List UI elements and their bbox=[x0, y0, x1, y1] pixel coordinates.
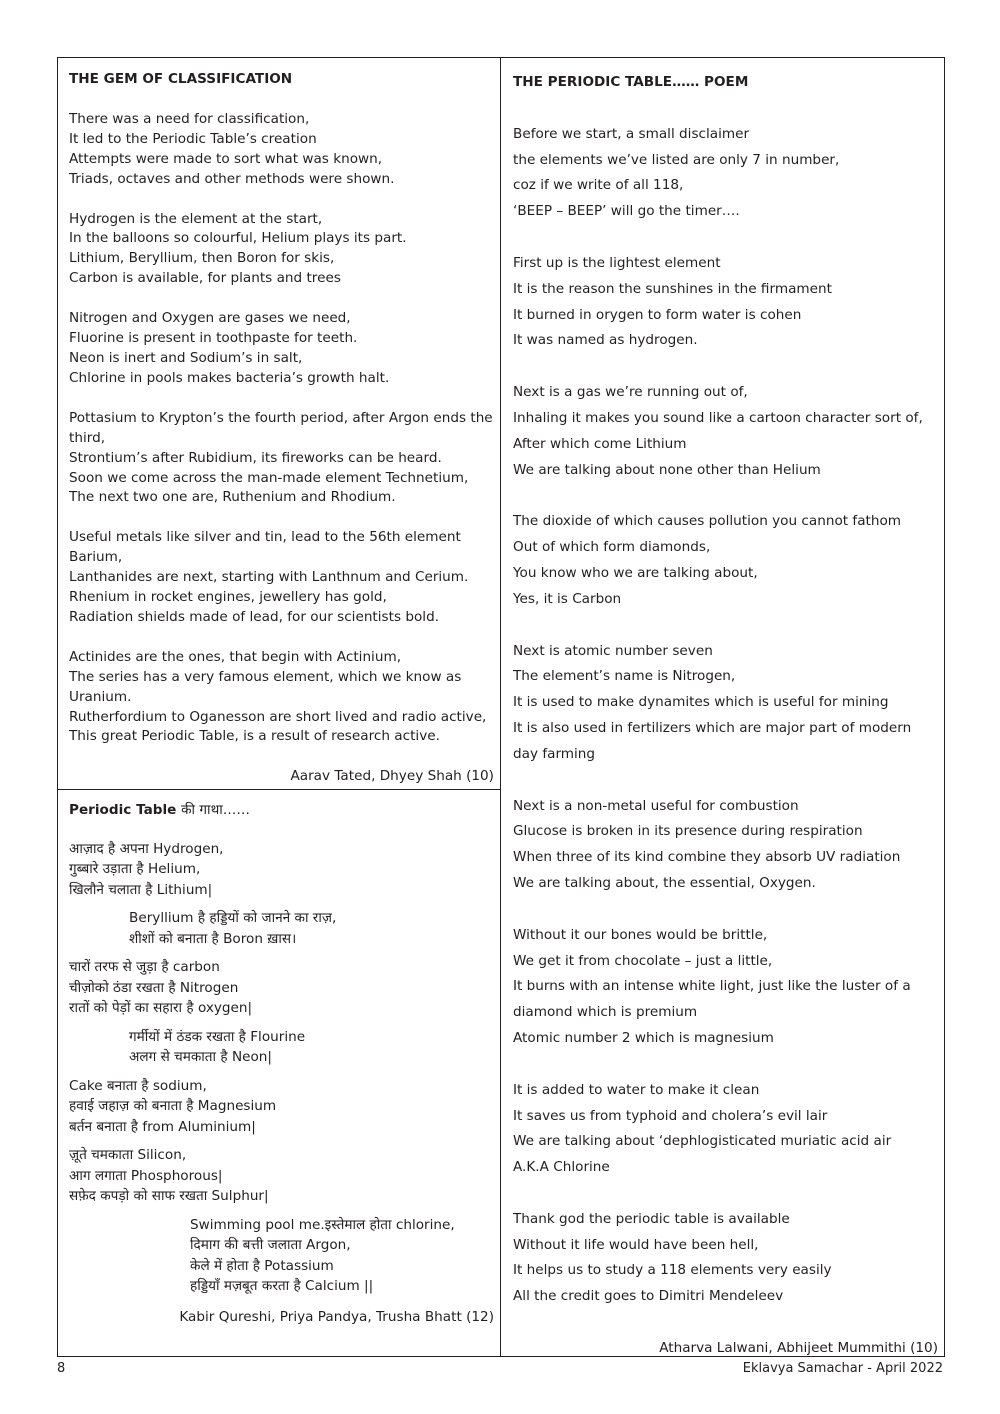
poem-line: After which come Lithium bbox=[513, 435, 687, 452]
poem-line: It is used to make dynamites which is useful for mining bbox=[513, 694, 889, 711]
poem-line: Hydrogen is the element at the start, bbox=[69, 210, 323, 227]
poem-line: केले में होता है Potassium bbox=[190, 1257, 334, 1274]
poem-line: Swimming pool me.इस्तेमाल होता chlorine, bbox=[190, 1216, 455, 1233]
right-poem-body bbox=[513, 122, 938, 1310]
right-poem-title: THE PERIODIC TABLE…… POEM bbox=[513, 74, 749, 90]
poem-line: Rhenium in rocket engines, jewellery has gold, bbox=[69, 589, 387, 606]
poem-line: आग लगाता Phosphorous| bbox=[69, 1167, 223, 1184]
stanza bbox=[69, 409, 494, 509]
hindi-stanza bbox=[69, 839, 494, 901]
poem-line: It led to the Periodic Table’s creation bbox=[69, 130, 317, 147]
poem-line: All the credit goes to Dimitri Mendeleev bbox=[513, 1288, 784, 1305]
left-poem bbox=[69, 70, 494, 787]
poem-line: Cake बनाता है sodium, bbox=[69, 1077, 207, 1094]
stanza bbox=[513, 923, 938, 1052]
poem-line: Inhaling it makes you sound like a cartoon character sort of, bbox=[513, 409, 923, 426]
poem-line: Without it life would have been hell, bbox=[513, 1236, 759, 1253]
poem-line: Chlorine in pools makes bacteria’s growth halt. bbox=[69, 369, 390, 386]
poem-line: the elements we’ve listed are only 7 in number, bbox=[513, 151, 840, 168]
stanza bbox=[513, 251, 938, 354]
hindi-stanza bbox=[69, 1215, 494, 1297]
stanza bbox=[69, 210, 494, 290]
stanza bbox=[513, 380, 938, 483]
page-number: 8 bbox=[57, 1361, 66, 1376]
hindi-stanza bbox=[69, 957, 494, 1019]
poem-line: Glucose is broken in its presence during respiration bbox=[513, 823, 863, 840]
poem-line: Atomic number 2 which is magnesium bbox=[513, 1029, 774, 1046]
poem-line: Lanthanides are next, starting with Lanthnum and Cerium. bbox=[69, 569, 469, 586]
poem-line: It was named as hydrogen. bbox=[513, 332, 698, 349]
poem-line: Out of which form diamonds, bbox=[513, 539, 711, 556]
hindi-title-hi: की गाथा…… bbox=[181, 802, 250, 818]
poem-line: Beryllium है हड्डियों को जानने का राज़, bbox=[129, 910, 337, 926]
poem-line: हवाई जहाज़ को बनाता है Magnesium bbox=[69, 1098, 277, 1114]
poem-line: सफ़ेद कपड़ो को साफ रखता Sulphur| bbox=[69, 1188, 269, 1204]
poem-line: This great Periodic Table, is a result of research active. bbox=[69, 728, 440, 745]
poem-line: Yes, it is Carbon bbox=[513, 590, 622, 607]
hindi-stanza bbox=[69, 908, 494, 949]
poem-line: We are talking about ‘dephlogisticated muriatic acid air bbox=[513, 1133, 892, 1150]
poem-line: खिलौने चलाता है Lithium| bbox=[69, 881, 213, 898]
hindi-stanza bbox=[69, 1027, 494, 1068]
stanza bbox=[69, 528, 494, 628]
poem-line: Next is a gas we’re running out of, bbox=[513, 384, 748, 401]
stanza bbox=[513, 509, 938, 612]
poem-line: Fluorine is present in toothpaste for teeth. bbox=[69, 330, 358, 347]
poem-line: Next is a non-metal useful for combustion bbox=[513, 797, 799, 814]
stanza bbox=[513, 1207, 938, 1310]
column-divider bbox=[500, 57, 501, 1357]
poem-line: Radiation shields made of lead, for our scientists bold. bbox=[69, 608, 440, 625]
poem-line: अलग से चमकाता है Neon| bbox=[129, 1049, 272, 1065]
hindi-poem-title bbox=[69, 800, 494, 821]
stanza bbox=[513, 639, 938, 768]
poem-line: It burned in orygen to form water is cohen bbox=[513, 306, 802, 323]
poem-line: coz if we write of all 118, bbox=[513, 177, 684, 194]
poem-line: रातों को पेड़ों का सहारा है oxygen| bbox=[69, 1000, 253, 1016]
right-poem-credit: Atharva Lalwani, Abhijeet Mummithi (10) bbox=[659, 1340, 938, 1357]
poem-line: Actinides are the ones, that begin with Actinium, bbox=[69, 648, 402, 665]
hindi-title-en: Periodic Table bbox=[69, 802, 177, 818]
poem-line: It is also used in fertilizers which are major part of modern day farming bbox=[513, 719, 912, 762]
poem-line: बर्तन बनाता है from Aluminium| bbox=[69, 1118, 256, 1135]
poem-line: Useful metals like silver and tin, lead to the 56th element Barium, bbox=[69, 529, 461, 566]
stanza bbox=[513, 1078, 938, 1181]
hindi-poem bbox=[69, 800, 494, 1327]
poem-line: First up is the lightest element bbox=[513, 254, 721, 271]
left-poem-title: THE GEM OF CLASSIFICATION bbox=[69, 71, 293, 87]
poem-line: Without it our bones would be brittle, bbox=[513, 926, 768, 943]
poem-line: हड्डियाँ मज़बूत करता है Calcium || bbox=[190, 1278, 374, 1294]
poem-line: Next is atomic number seven bbox=[513, 642, 713, 659]
poem-line: It saves us from typhoid and cholera’s evil lair bbox=[513, 1107, 828, 1124]
poem-line: Carbon is available, for plants and trees bbox=[69, 270, 341, 287]
poem-line: Thank god the periodic table is available bbox=[513, 1210, 790, 1227]
stanza bbox=[69, 309, 494, 389]
left-poem-credit: Aarav Tated, Dhyey Shah (10) bbox=[290, 768, 494, 785]
poem-line: We are talking about none other than Helium bbox=[513, 461, 821, 478]
poem-line: In the balloons so colourful, Helium plays its part. bbox=[69, 230, 407, 247]
stanza bbox=[69, 110, 494, 190]
poem-line: The element’s name is Nitrogen, bbox=[513, 668, 736, 685]
poem-line: When three of its kind combine they absorb UV radiation bbox=[513, 849, 901, 866]
poem-line: It is added to water to make it clean bbox=[513, 1081, 760, 1098]
poem-line: It helps us to study a 118 elements very easily bbox=[513, 1262, 832, 1279]
hindi-poem-body bbox=[69, 839, 494, 1297]
poem-line: We are talking about, the essential, Oxygen. bbox=[513, 874, 816, 891]
poem-line: Triads, octaves and other methods were shown. bbox=[69, 170, 395, 187]
hindi-stanza bbox=[69, 1145, 494, 1207]
poem-line: The next two one are, Ruthenium and Rhodium. bbox=[69, 489, 396, 506]
poem-line: You know who we are talking about, bbox=[513, 564, 758, 581]
poem-line: Rutherfordium to Oganesson are short lived and radio active, bbox=[69, 708, 487, 725]
poem-line: शीशों को बनाता है Boron ख़ास। bbox=[129, 930, 297, 947]
poem-line: Pottasium to Krypton’s the fourth period, after Argon ends the third, bbox=[69, 409, 493, 446]
poem-line: Lithium, Beryllium, then Boron for skis, bbox=[69, 250, 335, 267]
poem-line: ज़ूते चमकाता Silicon, bbox=[69, 1147, 187, 1163]
poem-line: Before we start, a small disclaimer bbox=[513, 125, 750, 142]
poem-line: चारों तरफ से जुड़ा है carbon bbox=[69, 959, 220, 975]
poem-line: A.K.A Chlorine bbox=[513, 1159, 610, 1176]
right-poem bbox=[513, 70, 938, 1362]
publication-footer: Eklavya Samachar - April 2022 bbox=[742, 1361, 943, 1376]
poem-line: It burns with an intense white light, just like the luster of a diamond which is premium bbox=[513, 978, 911, 1021]
left-poem-body bbox=[69, 110, 494, 747]
hindi-poem-credit: Kabir Qureshi, Priya Pandya, Trusha Bhatt (12) bbox=[179, 1308, 494, 1325]
stanza bbox=[513, 122, 938, 225]
stanza bbox=[69, 648, 494, 748]
poem-line: गुब्बारे उड़ाता है Helium, bbox=[69, 861, 201, 877]
poem-line: Nitrogen and Oxygen are gases we need, bbox=[69, 310, 351, 327]
hindi-stanza bbox=[69, 1076, 494, 1138]
stanza bbox=[513, 794, 938, 897]
poem-line: दिमाग की बत्ती जलाता Argon, bbox=[190, 1237, 351, 1253]
poem-line: ‘BEEP – BEEP’ will go the timer…. bbox=[513, 203, 740, 220]
section-divider bbox=[57, 789, 500, 790]
poem-line: चीज़ोको ठंडा रखता है Nitrogen bbox=[69, 979, 239, 996]
poem-line: There was a need for classification, bbox=[69, 110, 310, 127]
poem-line: आज़ाद है अपना Hydrogen, bbox=[69, 840, 224, 857]
poem-line: गर्मीयों में ठंडक रखता है Flourine bbox=[129, 1028, 306, 1045]
poem-line: It is the reason the sunshines in the firmament bbox=[513, 280, 832, 297]
poem-line: Attempts were made to sort what was known, bbox=[69, 150, 383, 167]
poem-line: The series has a very famous element, which we know as Uranium. bbox=[69, 668, 462, 705]
poem-line: The dioxide of which causes pollution you cannot fathom bbox=[513, 513, 902, 530]
poem-line: Strontium’s after Rubidium, its fireworks can be heard. bbox=[69, 449, 442, 466]
poem-line: Soon we come across the man-made element Technetium, bbox=[69, 469, 469, 486]
poem-line: Neon is inert and Sodium’s in salt, bbox=[69, 349, 303, 366]
poem-line: We get it from chocolate – just a little, bbox=[513, 952, 773, 969]
